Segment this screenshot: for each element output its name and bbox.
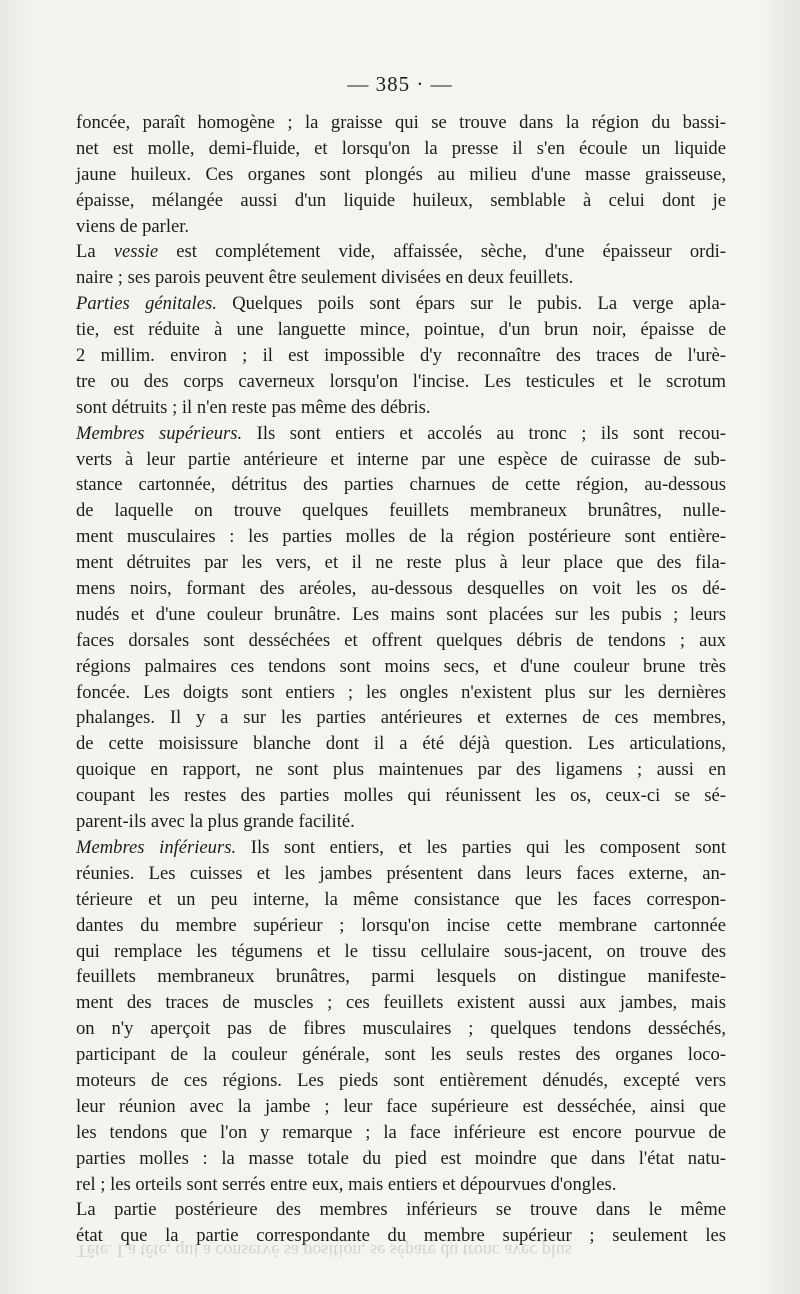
text-line: net est molle, demi-fluide, et lorsqu'on la presse il s'en écoule un liquide <box>76 137 726 159</box>
text-line: verts à leur partie antérieure et interne par une espèce de cuirasse de sub- <box>76 448 726 470</box>
text-line: de laquelle on trouve quelques feuillets membraneux brunâtres, nulle- <box>76 500 726 522</box>
text-line: moteurs de ces régions. Les pieds sont entièrement dénudés, excepté vers <box>76 1069 726 1091</box>
text-line: leur réunion avec la jambe ; leur face supérieure est desséchée, ainsi que <box>76 1095 726 1117</box>
text-line: quoique en rapport, ne sont plus maintenues par des ligamens ; aussi en <box>76 759 726 781</box>
text-line: épaisse, mélangée aussi d'un liquide huileux, semblable à celui dont je <box>76 189 726 211</box>
paragraph-parties-genitales <box>76 291 726 420</box>
paragraph-membres-inferieurs <box>76 835 726 1197</box>
text-line: ment musculaires : les parties molles de la région postérieure sont entière- <box>76 526 726 548</box>
text-line: feuillets membraneux brunâtres, parmi lesquels on distingue manifeste- <box>76 966 726 988</box>
text-line: tie, est réduite à une languette mince, pointue, d'un brun noir, épaisse de <box>76 319 726 341</box>
text-line: régions palmaires ces tendons sont moins secs, et d'une couleur brune très <box>76 655 726 677</box>
text-line: tre ou des corps caverneux lorsqu'on l'incise. Les testicules et le scrotum <box>76 370 726 392</box>
text-line: phalanges. Il y a sur les parties antérieures et externes de ces membres, <box>76 707 726 729</box>
line-rest: Ils sont entiers et accolés au tronc ; ils sont recou- <box>242 422 726 444</box>
text-line: foncée, paraît homogène ; la graisse qui se trouve dans la région du bassi- <box>76 112 726 133</box>
text-line: rel ; les orteils sont serrés entre eux, mais entiers et dépourvues d'ongles. <box>76 1173 617 1195</box>
text-line: faces dorsales sont desséchées et offrent quelques débris de tendons ; aux <box>76 629 726 651</box>
text-line: ment détruites par les vers, et il ne reste plus à leur place que des fila- <box>76 552 726 574</box>
text-line: mens noirs, formant des aréoles, au-dessous desquelles on voit les os dé- <box>76 578 726 600</box>
text-line: foncée. Les doigts sont entiers ; les ongles n'existent plus sur les dernières <box>76 681 726 703</box>
text-line: qui remplace les tégumens et le tissu cellulaire sous-jacent, on trouve des <box>76 940 726 962</box>
text-line: réunies. Les cuisses et les jambes présentent dans leurs faces externe, an- <box>76 862 726 884</box>
text-line <box>76 291 726 317</box>
paragraph-vessie <box>76 239 726 291</box>
section-heading: Parties génitales. <box>76 293 217 315</box>
text-line: jaune huileux. Ces organes sont plongés au milieu d'une masse graisseuse, <box>76 163 726 185</box>
line-rest: Ils sont entiers, et les parties qui les composent sont <box>236 836 726 858</box>
text-line: parties molles : la masse totale du pied est moindre que dans l'état natu- <box>76 1147 726 1169</box>
body-text <box>76 110 726 1249</box>
lead-text: La <box>76 241 114 263</box>
text-line: parent-ils avec la plus grande facilité. <box>76 811 355 833</box>
paragraph-continuation <box>76 110 726 239</box>
text-line: les tendons que l'on y remarque ; la face inférieure est encore pourvue de <box>76 1121 726 1143</box>
paragraph-membres-superieurs <box>76 421 726 835</box>
text-line: viens de parler. <box>76 215 190 237</box>
emphasis-term: vessie <box>113 241 159 263</box>
text-line: on n'y aperçoit pas de fibres musculaires ; quelques tendons desséchés, <box>76 1018 726 1040</box>
text-line: coupant les restes des parties molles qui réunissent les os, ceux-ci se sé- <box>76 785 726 807</box>
text-line: ment des traces de muscles ; ces feuillets existent aussi aux jambes, mais <box>76 992 726 1014</box>
text-line: dantes du membre supérieur ; lorsqu'on incise cette membrane cartonnée <box>76 914 726 936</box>
text-line: La partie postérieure des membres inférieurs se trouve dans le même <box>76 1199 726 1221</box>
section-heading: Membres inférieurs. <box>76 836 237 858</box>
section-heading: Membres supérieurs. <box>76 422 243 444</box>
text-line: participant de la couleur générale, sont les seuls restes des organes loco- <box>76 1044 726 1066</box>
line-rest: Quelques poils sont épars sur le pubis. La verge apla- <box>216 293 726 315</box>
text-line: 2 millim. environ ; il est impossible d'y reconnaître des traces de l'urè- <box>76 345 726 367</box>
text-line: térieure et un peu interne, la même consistance que les faces correspon- <box>76 888 726 910</box>
show-through-text: Tête. La tête, qui a conservé sa position, se sépare du tronc avec plus <box>76 1241 572 1261</box>
text-line: stance cartonnée, détritus des parties charnues de cette région, au-dessous <box>76 474 726 496</box>
text-line: nudés et d'une couleur brunâtre. Les mains sont placées sur les pubis ; leurs <box>76 603 726 625</box>
line-rest: est complétement vide, affaissée, sèche, d'une épaisseur ordi- <box>158 241 726 263</box>
page-number: — 385 · — <box>347 72 453 96</box>
text-line <box>76 421 726 447</box>
text-line: naire ; ses parois peuvent être seulement divisées en deux feuillets. <box>76 267 574 289</box>
text-line: sont détruits ; il n'en reste pas même des débris. <box>76 396 431 418</box>
text-line <box>76 239 726 265</box>
text-line: état que la partie correspondante du membre supérieur ; seulement les <box>76 1225 726 1247</box>
text-line: de cette moisissure blanche dont il a été déjà question. Les articulations, <box>76 733 726 755</box>
text-line <box>76 835 726 861</box>
